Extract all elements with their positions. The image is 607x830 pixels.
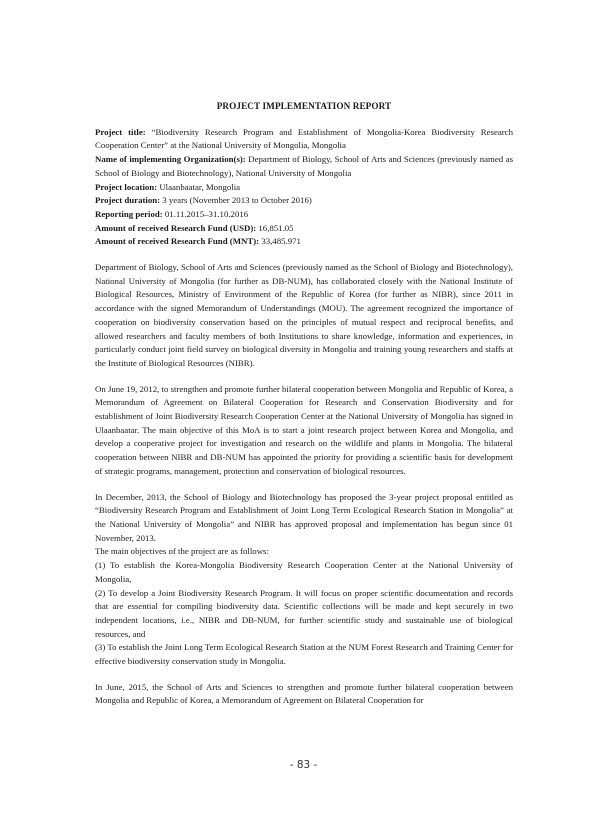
spacer <box>95 669 513 681</box>
page-content <box>95 100 513 708</box>
meta-label: Reporting period: <box>95 208 163 219</box>
project-meta <box>95 126 513 249</box>
objective-item: (1) To establish the Korea-Mongolia Biodiversity Research Cooperation Center at the National University of Mongolia, <box>95 560 513 584</box>
meta-project-title <box>95 126 513 153</box>
meta-organization <box>95 153 513 180</box>
meta-value: Department of Biology, School of Arts and Sciences (previously named as School of Biology and Biotechnology), National University of Mongolia <box>95 154 514 178</box>
meta-label: Amount of received Research Fund (USD): <box>95 222 257 233</box>
meta-value: 33,485.971 <box>261 236 301 247</box>
meta-label: Project title: <box>95 126 146 137</box>
meta-value: “Biodiversity Research Program and Establishment of Mongolia-Korea Biodiversity Research Cooperation Center” at the National University of Mongolia, Mongolia <box>95 126 513 151</box>
paragraph-moa-2012: On June 19, 2012, to strengthen and promote further bilateral cooperation between Mongolia and Republic of Korea, a Memorandum of Agreement on Bilateral Cooperation for Research and Conservation Biodiversity and for establishment of Joint Biodiversity Research Cooperation Center at the National University of Mongolia has signed in Ulaanbaatar. The main objective of this MoA is to start a joint research project between Korea and Mongolia, and develop a cooperative project for investigation and research on the wildlife and plants in Mongolia. The bilateral cooperation between NIBR and DB-NUM has appointed the priority for providing a scientific basis for development of strategic programs, management, protection and conservation of biological resources. <box>95 383 513 476</box>
meta-label: Project location: <box>95 181 158 192</box>
spacer <box>95 371 513 383</box>
paragraph-proposal-2013: In December, 2013, the School of Biology and Biotechnology has proposed the 3-year project proposal entitled as “Biodiversity Research Program and Establishment of Joint Long Term Ecological Research Station in Mongolia” at the National University of Mongolia” and NIBR has approved proposal and implementation has begun since 01 November, 2013. <box>95 491 513 543</box>
spacer <box>95 479 513 491</box>
objective-item: (3) To establish the Joint Long Term Ecological Research Station at the NUM Forest Research and Training Center for effective biodiversity conservation study in Mongolia. <box>95 642 513 667</box>
meta-location <box>95 181 513 195</box>
paragraph-background: Department of Biology, School of Arts and Sciences (previously named as the School of Biology and Biotechnology), National University of Mongolia (for further as DB-NUM), has collaborated closely with the National Institute of Biological Resources, Ministry of Environment of the Republic of Korea (for further as NIBR), since 2011 in accordance with the signed Memorandum of Understandings (MOU). The agreement recognized the importance of cooperation on biodiversity conservation based on the principles of mutual respect and reciprocal benefits, and allowed researchers and faculty members of both Institutions to share knowledge, information and experiences, in particularly conduct joint field survey on biological diversity in Mongolia and training young researchers and staffs at the Institute of Biological Resources (NIBR). <box>95 262 513 368</box>
meta-label: Name of implementing Organization(s): <box>95 154 246 165</box>
meta-fund-mnt <box>95 235 513 249</box>
meta-label: Amount of received Research Fund (MNT): <box>95 236 260 247</box>
paragraph-june-2015: In June, 2015, the School of Arts and Sciences to strengthen and promote further bilateral cooperation between Mongolia and Republic of Korea, a Memorandum of Agreement on Bilateral Cooperation for <box>95 681 513 706</box>
meta-duration <box>95 194 513 208</box>
meta-value: 01.11.2015–31.10.2016 <box>164 208 249 219</box>
objectives-list <box>95 545 513 668</box>
objectives-intro: The main objectives of the project are as follows: <box>95 546 269 557</box>
meta-value: Ulaanbaatar, Mongolia <box>159 181 241 192</box>
meta-label: Project duration: <box>95 195 161 206</box>
page-number: - 83 - <box>289 759 318 771</box>
objective-item: (2) To develop a Joint Biodiversity Research Program. It will focus on proper scientific documentation and records that are essential for compiling biodiversity data. Scientific collections will be made and kept securely in two independent locations, i.e., NIBR and DB-NUM, for further scientific study and sustainable use of biological resources, and <box>95 587 513 639</box>
meta-value: 3 years (November 2013 to October 2016) <box>162 195 312 206</box>
meta-reporting-period <box>95 208 513 222</box>
meta-fund-usd <box>95 222 513 236</box>
meta-value: 16,851.05 <box>258 222 294 233</box>
report-title: PROJECT IMPLEMENTATION REPORT <box>216 101 392 111</box>
spacer <box>95 249 513 261</box>
